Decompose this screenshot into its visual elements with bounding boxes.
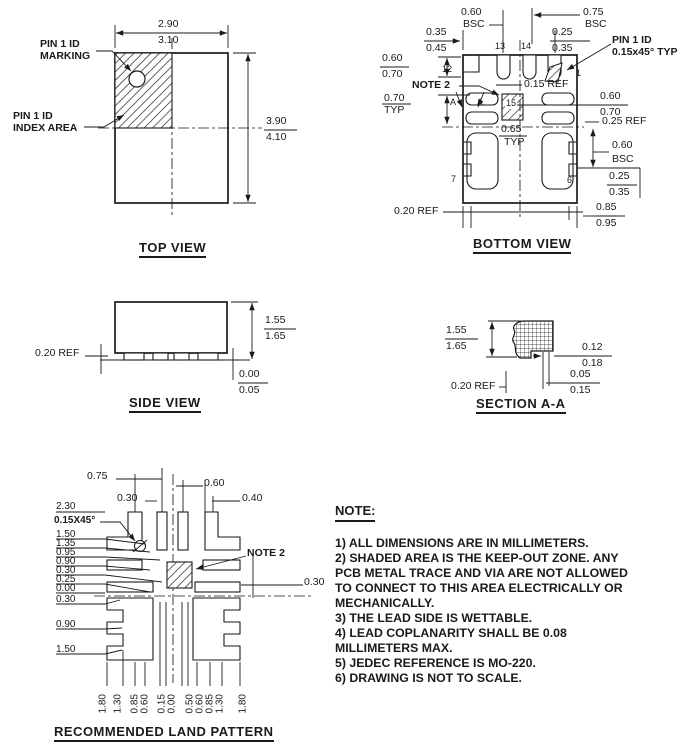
lp-dim-060-top: 0.60 [204,477,225,489]
dim-lead-length-min: 0.05 [570,368,591,380]
lp-left-090b: 0.90 [56,619,76,630]
lp-left-chamfer: 0.15X45° [54,515,96,526]
dim-pad-right-min: 0.25 [609,170,630,182]
pin1-marking-label-1: PIN 1 ID [40,38,80,50]
note-line-10: 6) DRAWING IS NOT TO SCALE. [335,671,522,685]
land-pattern-drawing [56,468,312,686]
note-line-3: PCB METAL TRACE AND VIA ARE NOT ALLOWED [335,566,628,580]
dim-pad13-min: 0.35 [426,26,447,38]
pin1-marking-circle [129,71,145,87]
lp-bottom-050: 0.50 [184,694,196,714]
dim-lead-thickness-max: 0.18 [582,357,603,369]
pin-14-number: 14 [521,41,532,51]
dim-edge-right-max: 0.70 [600,106,621,118]
note-line-6: 3) THE LEAD SIDE IS WETTABLE. [335,611,533,625]
pin1-index-label-1: PIN 1 ID [13,110,53,122]
dim-side-ref: 0.20 REF [35,347,80,359]
dim-pitch-13-14-val: 0.60 [461,6,482,18]
dim-width-min: 3.10 [158,34,179,46]
pin1-id-label-2: 0.15x45° TYP [612,46,678,58]
lp-bottom-060l: 0.60 [139,694,151,714]
dim-standoff-min: 0.00 [239,368,260,380]
dim-height-max: 3.90 [266,115,287,127]
land-pad-bottom-left [107,598,153,660]
pad-13 [497,55,510,79]
note2-callout: NOTE 2 [412,79,450,91]
lp-left-095: 0.95 [56,547,76,558]
dim-pitch-14-1-val: 0.75 [583,6,604,18]
dim-lead-thickness-min: 0.12 [582,341,603,353]
lp-left-000: 0.00 [56,583,76,594]
section-marker-a-right: A [477,97,484,107]
section-aa-title: SECTION A-A [476,397,566,414]
pin-1-number: 1 [576,68,582,78]
dim-pitch-14-1-bsc: BSC [585,18,607,30]
dim-chamfer-ref: 0.15 REF [524,78,569,90]
note-line-8: MILLIMETERS MAX. [335,641,453,655]
lp-dim-030-top: 0.30 [117,492,138,504]
section-marker-a-left: A [450,97,457,107]
lp-bottom-130l: 1.30 [112,694,124,714]
dim-height-min: 4.10 [266,131,287,143]
lp-left-090: 0.90 [56,556,76,567]
note-line-9: 5) JEDEC REFERENCE IS MO-220. [335,656,536,670]
lp-note2-callout: NOTE 2 [247,547,285,559]
lp-left-150: 1.50 [56,529,76,540]
dim-typ-left-val: 0.70 [384,92,405,104]
section-body-hatch [513,321,553,358]
dim-pitch-right-val: 0.60 [612,139,633,151]
lp-left-230: 2.30 [56,501,76,512]
dim-section-ref: 0.20 REF [451,380,496,392]
lp-left-025: 0.25 [56,574,76,585]
lp-bottom-015: 0.15 [156,694,168,714]
dim-edge-left-max: 0.70 [382,68,403,80]
side-package-body [115,302,227,353]
note-line-4: TO CONNECT TO THIS AREA ELECTRICALLY OR [335,581,623,595]
lp-left-150b: 1.50 [56,644,76,655]
pin1-index-label-2: INDEX AREA [13,122,78,134]
land-keepout-hatch [167,562,192,588]
notes-heading: NOTE: [335,503,375,522]
side-view-title: SIDE VIEW [129,396,201,413]
lp-left-135: 1.35 [56,538,76,549]
dim-side-height-min: 1.55 [265,314,286,326]
dim-section-height-min: 1.55 [446,324,467,336]
lp-dim-040-top: 0.40 [242,492,263,504]
note-line-5: MECHANICALLY. [335,596,435,610]
land-pattern-title: RECOMMENDED LAND PATTERN [54,725,274,742]
pin1-index-hatch-area [115,53,172,128]
pin1-id-label-1: PIN 1 ID [612,34,652,46]
top-view-title: TOP VIEW [139,241,206,258]
dim-pitch-right-bsc: BSC [612,153,634,165]
dim-section-height-max: 1.65 [446,340,467,352]
land-pad-bottom-right [193,598,240,660]
dim-typ-left-typ: TYP [384,104,405,116]
dim-edge-right-min: 0.60 [600,90,621,102]
lp-left-030b: 0.30 [56,594,76,605]
lp-left-030a: 0.30 [56,565,76,576]
lp-bottom-085l: 0.85 [129,694,141,714]
dim-standoff-max: 0.05 [239,384,260,396]
pin1-marking-label-2: MARKING [40,50,91,62]
dim-width-max: 2.90 [158,18,179,30]
lp-dim-030-right: 0.30 [304,576,325,588]
dim-pitch-13-14-bsc: BSC [463,18,485,30]
pin-12-number: 12 [442,64,453,74]
note-line-7: 4) LEAD COPLANARITY SHALL BE 0.08 [335,626,567,640]
pad-7 [467,133,498,189]
land-pad-top-right [205,512,240,550]
dim-pad6-min: 0.85 [596,201,617,213]
dim-ref-bottom: 0.20 REF [394,205,439,217]
lp-bottom-000: 0.00 [166,694,178,714]
dim-pad1-min: 0.25 [552,26,573,38]
note-line-1: 1) ALL DIMENSIONS ARE IN MILLIMETERS. [335,536,589,550]
lp-bottom-180l: 1.80 [97,694,109,714]
pin-13-number: 13 [495,41,506,51]
dim-lead-length-max: 0.15 [570,384,591,396]
lp-bottom-180r: 1.80 [237,694,249,714]
dim-center-typ: TYP [504,136,525,148]
dim-side-height-max: 1.65 [265,330,286,342]
pin-15-number: 15 [506,98,517,108]
lp-bottom-060r: 0.60 [194,694,206,714]
dim-pad13-max: 0.45 [426,42,447,54]
dim-pad1-max: 0.35 [552,42,573,54]
dim-center-val: 0.65 [501,123,522,135]
dim-ref-right: 0.25 REF [602,115,647,127]
dim-pad6-max: 0.95 [596,217,617,229]
pin-6-number: 6 [567,175,573,185]
bottom-view-title: BOTTOM VIEW [473,237,571,254]
lp-dim-075: 0.75 [87,470,108,482]
dim-pad-right-max: 0.35 [609,186,630,198]
pin-7-number: 7 [451,174,457,184]
pad-14 [523,55,536,79]
dim-edge-left-min: 0.60 [382,52,403,64]
lp-bottom-130r: 1.30 [214,694,226,714]
lp-bottom-085r: 0.85 [204,694,216,714]
note-line-2: 2) SHADED AREA IS THE KEEP-OUT ZONE. ANY [335,551,619,565]
